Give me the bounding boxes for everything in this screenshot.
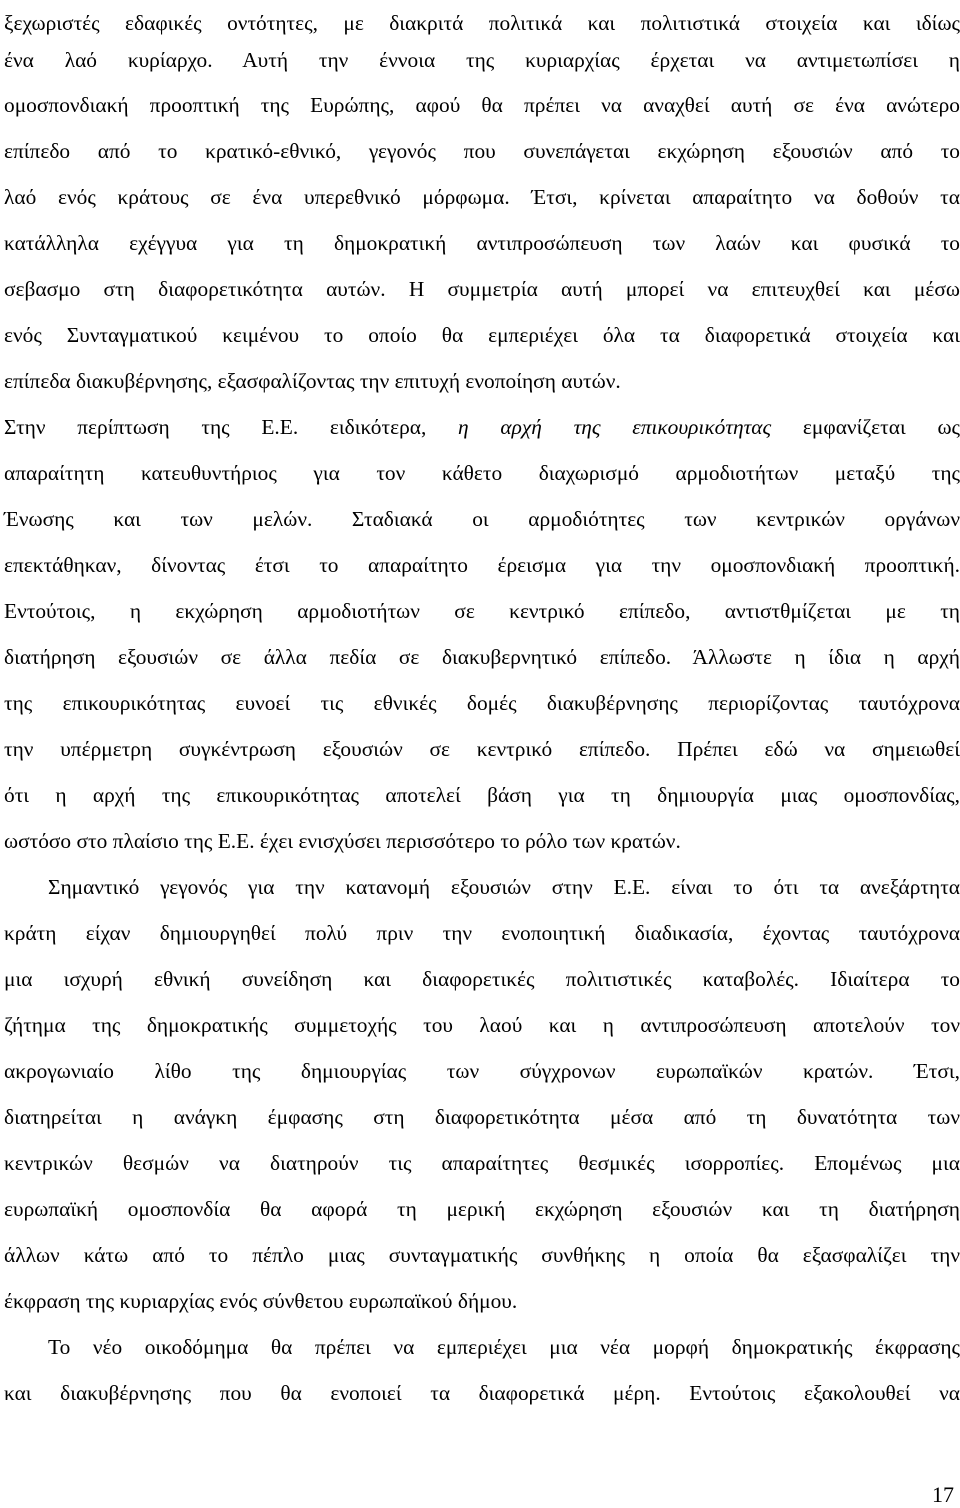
text-line: σεβασμο στη διαφορετικότητα αυτών. Η συμμετρία αυτή μπορεί να επιτευχθεί και μέσω: [4, 277, 960, 301]
text-line: έκφραση της κυριαρχίας ενός σύνθετου ευρωπαϊκού δήμου.: [4, 1289, 518, 1313]
text-line-with-italic: [4, 404, 960, 450]
text-line: άλλων κάτω από το πέπλο μιας συνταγματικής συνθήκης η οποία θα εξασφαλίζει την: [4, 1243, 960, 1267]
text-line: ωστόσο στο πλαίσιο της Ε.Ε. έχει ενισχύσει περισσότερο το ρόλο των κρατών.: [4, 829, 681, 853]
text-run: Στην περίπτωση της Ε.Ε. ειδικότερα,: [4, 415, 459, 439]
text-line: κράτη είχαν δημιουργηθεί πολύ πριν την ενοποιητική διαδικασία, έχοντας ταυτόχρονα: [4, 921, 960, 945]
text-line: απαραίτητη κατευθυντήριος για τον κάθετο διαχωρισμό αρμοδιοτήτων μεταξύ της: [4, 461, 960, 485]
text-line: ενός Συνταγματικού κειμένου το οποίο θα εμπεριέχει όλα τα διαφορετικά στοιχεία και: [4, 323, 960, 347]
text-line: ότι η αρχή της επικουρικότητας αποτελεί βάση για τη δημιουργία μιας ομοσπονδίας,: [4, 783, 960, 807]
text-line: επεκτάθηκαν, δίνοντας έτσι το απαραίτητο έρεισμα για την ομοσπονδιακή προοπτική.: [4, 553, 960, 577]
text-line: ευρωπαϊκή ομοσπονδία θα αφορά τη μερική εκχώρηση εξουσιών και τη διατήρηση: [4, 1197, 960, 1221]
text-line: διατηρείται η ανάγκη έμφασης στη διαφορετικότητα μέσα από τη δυνατότητα των: [4, 1105, 960, 1129]
page-number: 17: [932, 1482, 954, 1507]
text-line: ένα λαό κυρίαρχο. Αυτή την έννοια της κυριαρχίας έρχεται να αντιμετωπίσει η: [4, 48, 960, 72]
text-line: ακρογωνιαίο λίθο της δημιουργίας των σύγχρονων ευρωπαϊκών κρατών. Έτσι,: [4, 1059, 960, 1083]
text-line: επίπεδα διακυβέρνησης, εξασφαλίζοντας την επιτυχή ενοποίηση αυτών.: [4, 369, 621, 393]
text-line: κεντρικών θεσμών να διατηρούν τις απαραίτητες θεσμικές ισορροπίες. Επομένως μια: [4, 1151, 960, 1175]
text-line: Ένωσης και των μελών. Σταδιακά οι αρμοδιότητες των κεντρικών οργάνων: [4, 507, 960, 531]
text-line: την υπέρμετρη συγκέντρωση εξουσιών σε κεντρικό επίπεδο. Πρέπει εδώ να σημειωθεί: [4, 737, 960, 761]
paragraph-first-line: Το νέο οικοδόμημα θα πρέπει να εμπεριέχει μια νέα μορφή δημοκρατικής έκφρασης: [48, 1335, 960, 1359]
text-run: εμφανίζεται ως: [771, 415, 960, 439]
text-line: ομοσπονδιακή προοπτική της Ευρώπης, αφού θα πρέπει να αναχθεί αυτή σε ένα ανώτερο: [4, 93, 960, 117]
text-line: κατάλληλα εχέγγυα για τη δημοκρατική αντιπροσώπευση των λαών και φυσικά το: [4, 231, 960, 255]
text-line: διατήρηση εξουσιών σε άλλα πεδία σε διακυβερνητικό επίπεδο. Άλλωστε η ίδια η αρχή: [4, 645, 960, 669]
text-line: και διακυβέρνησης που θα ενοποιεί τα διαφορετικά μέρη. Εντούτοις εξακολουθεί να: [4, 1381, 960, 1405]
text-line: ζήτημα της δημοκρατικής συμμετοχής του λαού και η αντιπροσώπευση αποτελούν τον: [4, 1013, 960, 1037]
text-line: επίπεδο από το κρατικό-εθνικό, γεγονός που συνεπάγεται εκχώρηση εξουσιών από το: [4, 139, 960, 163]
italic-text-run: η αρχή της επικουρικότητας: [458, 415, 772, 439]
text-line: ξεχωριστές εδαφικές οντότητες, με διακριτά πολιτικά και πολιτιστικά στοιχεία και ιδίως: [4, 11, 960, 35]
paragraph-first-line: Σημαντικό γεγονός για την κατανομή εξουσιών στην Ε.Ε. είναι το ότι τα ανεξάρτητα: [48, 875, 960, 899]
text-line: μια ισχυρή εθνική συνείδηση και διαφορετικές πολιτιστικές καταβολές. Ιδιαίτερα το: [4, 967, 960, 991]
text-line: λαό ενός κράτους σε ένα υπερεθνικό μόρφωμα. Έτσι, κρίνεται απαραίτητο να δοθούν τα: [4, 185, 960, 209]
text-line: Εντούτοις, η εκχώρηση αρμοδιοτήτων σε κεντρικό επίπεδο, αντιστθμίζεται με τη: [4, 599, 960, 623]
text-line: της επικουρικότητας ευνοεί τις εθνικές δομές διακυβέρνησης περιορίζοντας ταυτόχρονα: [4, 691, 960, 715]
